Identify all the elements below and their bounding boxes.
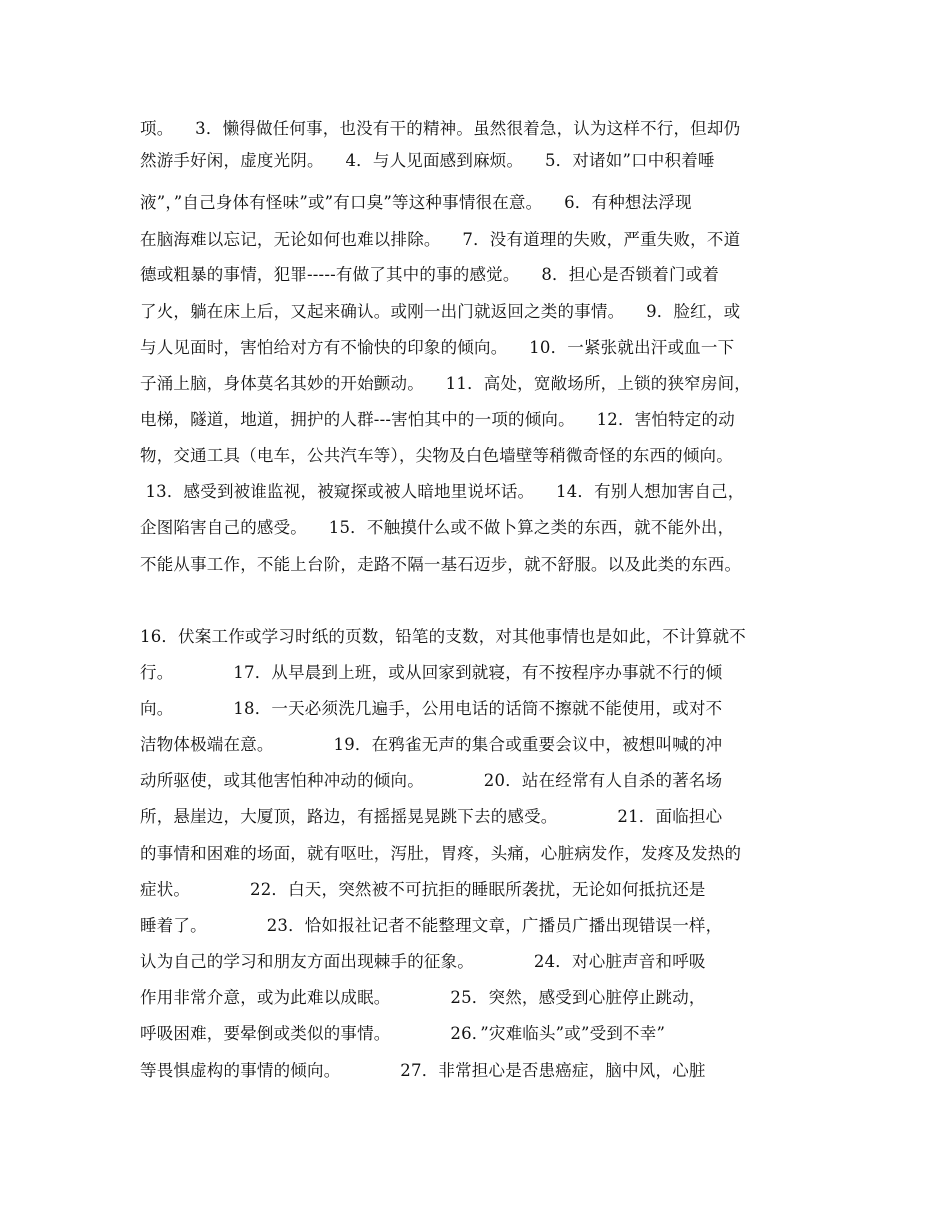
text-line: 在脑海难以忘记，无论如何也难以排除。 7．没有道理的失败，严重失败，不道 <box>140 230 741 249</box>
text-line: 电梯，隧道，地道，拥护的人群---害怕其中的一项的倾向。 12．害怕特定的动 <box>140 410 735 429</box>
text-line: 所，悬崖边，大厦顶，路边，有摇摇晃晃跳下去的感受。 21．面临担心 <box>140 807 723 826</box>
text-line: 物，交通工具（电车，公共汽车等），尖物及白色墙壁等稍微奇怪的东西的倾向。 <box>140 446 733 465</box>
text-line: 了火，躺在床上后，又起来确认。或刚一出门就返回之类的事情。 9．脸红，或 <box>140 302 741 321</box>
text-line: 项。 3．懒得做任何事，也没有干的精神。虽然很着急，认为这样不行，但却仍 <box>140 119 741 138</box>
text-line: 子涌上脑，身体莫名其妙的开始颤动。 11．高处，宽敞场所，上锁的狭窄房间， <box>140 374 751 393</box>
text-line: 不能从事工作，不能上台阶，走路不隔一基石迈步，就不舒服。以及此类的东西。 <box>140 555 742 574</box>
text-line: 液”，”自己身体有怪味”或”有口臭”等这种事情很在意。 6．有种想法浮现 <box>140 193 692 212</box>
text-line: 呼吸困难，要晕倒或类似的事情。 26．”灾难临头”或”受到不幸” <box>140 1024 666 1043</box>
text-line: 16．伏案工作或学习时纸的页数，铅笔的支数，对其他事情也是如此，不计算就不 <box>140 627 746 646</box>
text-line: 企图陷害自己的感受。 15．不触摸什么或不做卜算之类的东西，就不能外出， <box>140 518 735 537</box>
text-line: 13．感受到被谁监视，被窥探或被人暗地里说坏话。 14．有别人想加害自己， <box>140 482 745 501</box>
text-line: 症状。 22．白天，突然被不可抗拒的睡眠所袭扰，无论如何抵抗还是 <box>140 880 706 899</box>
text-line: 动所驱使，或其他害怕种冲动的倾向。 20．站在经常有人自杀的著名场 <box>140 771 723 790</box>
text-line: 向。 18．一天必须洗几遍手，公用电话的话筒不擦就不能使用，或对不 <box>140 699 723 718</box>
text-line: 与人见面时，害怕给对方有不愉快的印象的倾向。 10．一紧张就出汗或血一下 <box>140 338 735 357</box>
text-line: 的事情和困难的场面，就有呕吐，泻肚，胃疼，头痛，心脏病发作，发疼及发热的 <box>140 844 742 863</box>
text-line: 作用非常介意，或为此难以成眠。 25．突然，感受到心脏停止跳动， <box>140 988 706 1007</box>
text-line: 等畏惧虚构的事情的倾向。 27．非常担心是否患癌症，脑中风，心脏 <box>140 1061 706 1080</box>
text-line: 认为自己的学习和朋友方面出现棘手的征象。 24．对心脏声音和呼吸 <box>140 952 706 971</box>
text-line: 行。 17．从早晨到上班，或从回家到就寝，有不按程序办事就不行的倾 <box>140 663 723 682</box>
text-line: 德或粗暴的事情，犯罪-----有做了其中的事的感觉。 8．担心是否锁着门或着 <box>140 265 720 284</box>
text-line: 睡着了。 23．恰如报社记者不能整理文章，广播员广播出现错误一样， <box>140 916 723 935</box>
text-line: 然游手好闲，虚度光阴。 4．与人见面感到麻烦。 5．对诸如”口中积着唾 <box>140 151 715 170</box>
text-line: 洁物体极端在意。 19．在鸦雀无声的集合或重要会议中，被想叫喊的冲 <box>140 735 723 754</box>
